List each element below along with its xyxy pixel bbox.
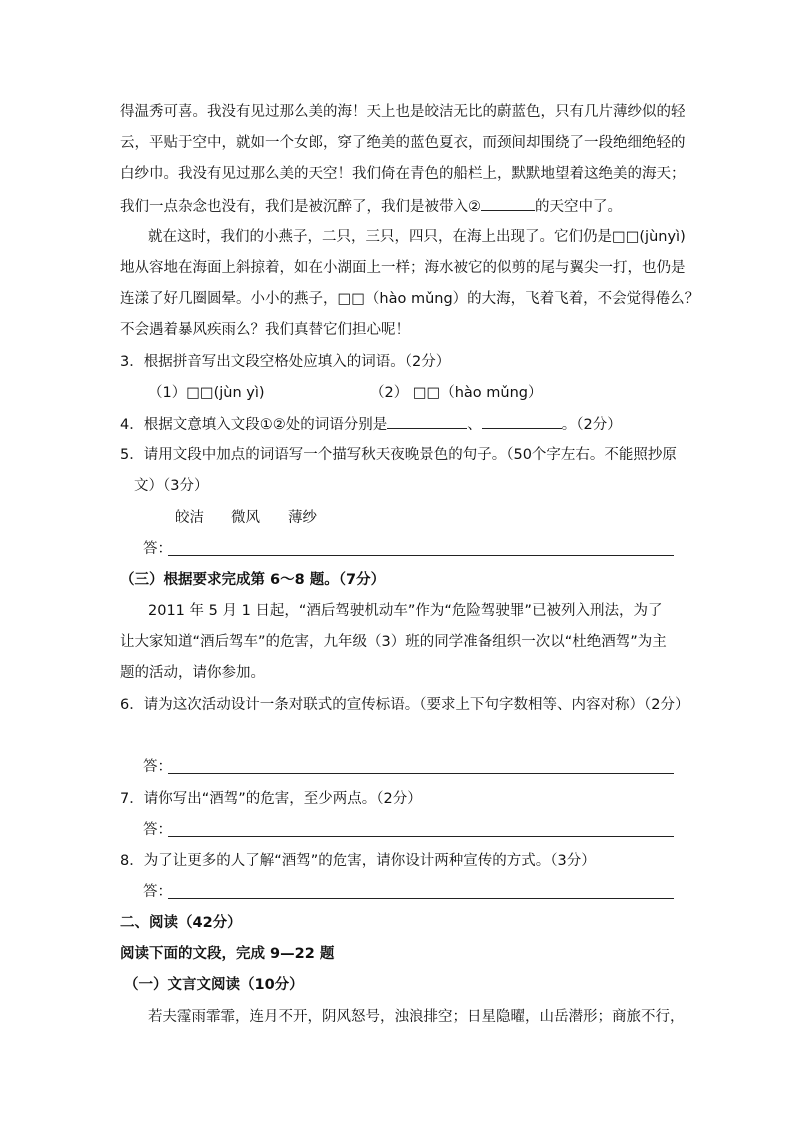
q4-score: 。（2分） (561, 417, 622, 433)
q5-word: 微风 (231, 510, 260, 526)
reading-instruction: 阅读下面的文段，完成 9—22 题 (120, 946, 335, 962)
passage-line: 连漾了好几圈圆晕。小小的燕子，□□（hào mǔng）的大海，飞着飞着，不会觉得倦么？ (120, 291, 700, 307)
passage-line: 云，平贴于空中，就如一个女郎，穿了绝美的蓝色夏衣，而颈间却围绕了一段绝细绝轻的 (120, 135, 686, 151)
answer-label: 答： (143, 822, 172, 838)
q3-option-2: （2） □□（hào mǔng） (370, 385, 543, 401)
answer-line-q6[interactable] (168, 773, 674, 774)
fill-blank[interactable] (481, 196, 535, 211)
q3-option-1: （1）□□(jùn yì) (148, 385, 265, 401)
q5-word: 薄纱 (288, 510, 317, 526)
passage-text: 我们一点杂念也没有，我们是被沉醉了，我们是被带入② (120, 199, 481, 215)
q4-blank-2[interactable] (482, 414, 562, 429)
classical-reading-title: （一）文言文阅读（10分） (124, 977, 304, 993)
passage-line: 白纱巾。我没有见过那么美的天空！我们倚在青色的船栏上，默默地望着这绝美的海天； (120, 166, 686, 182)
passage-line (120, 196, 622, 217)
reading-section-title: 二、阅读（42分） (120, 915, 242, 931)
q4-blank-1[interactable] (387, 414, 467, 429)
passage-line: 就在这时，我们的小燕子，二只，三只，四只，在海上出现了。它们仍是□□(jùnyì) (148, 229, 686, 245)
answer-label: 答： (143, 759, 172, 775)
section-3-paragraph: 题的活动，请你参加。 (120, 665, 265, 681)
section-3-paragraph: 让大家知道“酒后驾车”的危害，九年级（3）班的同学准备组织一次以“杜绝酒驾”为主 (120, 634, 667, 650)
question-8: 8．为了让更多的人了解“酒驾”的危害，请你设计两种宣传的方式。（3分） (120, 853, 596, 869)
question-7: 7．请你写出“酒驾”的危害，至少两点。（2分） (120, 791, 422, 807)
classical-text-line: 若夫霪雨霏霏，连月不开，阴风怒号，浊浪排空；日星隐曜，山岳潜形；商旅不行， (148, 1009, 685, 1025)
answer-line-q8[interactable] (168, 898, 674, 899)
question-6: 6．请为这次活动设计一条对联式的宣传标语。（要求上下句字数相等、内容对称）（2分） (120, 697, 690, 713)
q4-separator: 、 (467, 417, 482, 433)
q4-text: 4．根据文意填入文段①②处的词语分别是 (120, 417, 388, 433)
q5-word: 皎洁 (175, 510, 204, 526)
passage-line: 得温秀可喜。我没有见过那么美的海！天上也是皎洁无比的蔚蓝色，只有几片薄纱似的轻 (120, 104, 686, 120)
question-3: 3．根据拼音写出文段空格处应填入的词语。（2分） (120, 354, 451, 370)
question-5-cont: 文）（3分） (134, 478, 209, 494)
answer-line-q7[interactable] (168, 836, 674, 837)
section-3-title: （三）根据要求完成第 6～8 题。（7分） (120, 572, 386, 588)
answer-line-q5[interactable] (168, 555, 674, 556)
answer-label: 答： (143, 541, 172, 557)
question-5: 5．请用文段中加点的词语写一个描写秋天夜晚景色的句子。（50个字左右。不能照抄原 (120, 447, 677, 463)
question-4 (120, 414, 622, 435)
passage-line: 不会遇着暴风疾雨么？我们真替它们担心呢！ (120, 322, 410, 338)
passage-line: 地从容地在海面上斜掠着，如在小湖面上一样；海水被它的似剪的尾与翼尖一打，也仍是 (120, 260, 686, 276)
answer-label: 答： (143, 884, 172, 900)
passage-text: 的天空中了。 (535, 199, 622, 215)
section-3-paragraph: 2011 年 5 月 1 日起，“酒后驾驶机动车”作为“危险驾驶罪”已被列入刑法，为了 (148, 603, 663, 619)
